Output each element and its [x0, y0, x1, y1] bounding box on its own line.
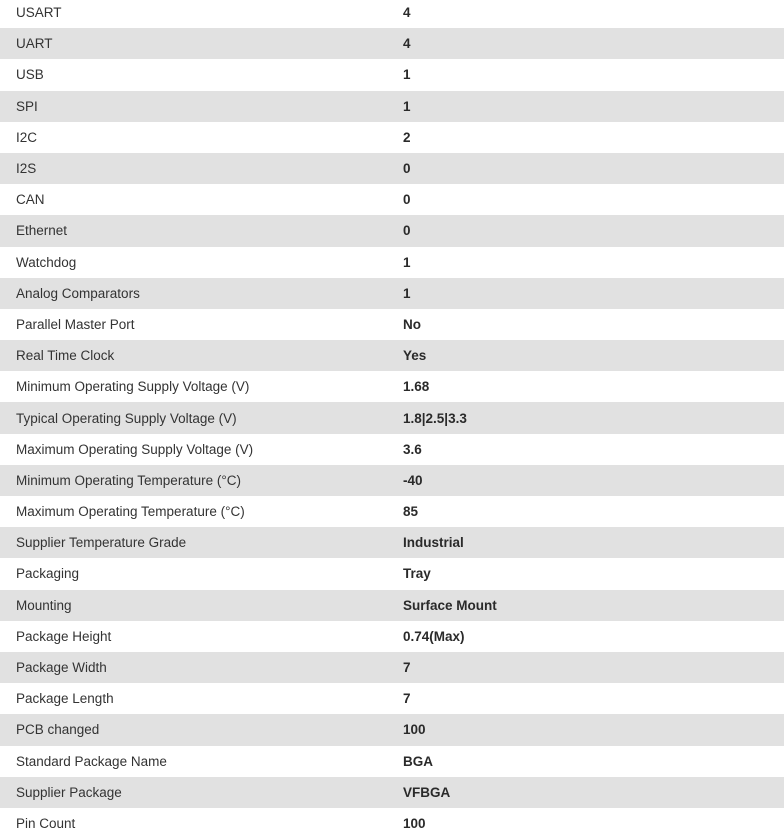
spec-label: Typical Operating Supply Voltage (V): [0, 402, 403, 433]
spec-value: Yes: [403, 340, 784, 371]
spec-value: 1: [403, 278, 784, 309]
spec-label: Package Height: [16, 628, 112, 644]
spec-row: [0, 590, 784, 621]
spec-label: Standard Package Name: [16, 753, 167, 769]
spec-row: [0, 621, 784, 652]
spec-row: [0, 153, 784, 184]
spec-label: Watchdog: [16, 254, 77, 270]
spec-row: [0, 496, 784, 527]
spec-row: [0, 746, 784, 777]
spec-value: 100: [403, 714, 784, 745]
spec-value: 3.6: [403, 441, 422, 457]
spec-row: [0, 28, 784, 59]
spec-value: No: [403, 316, 421, 332]
spec-value: -40: [403, 465, 784, 496]
spec-row: [0, 714, 784, 745]
spec-value: 0: [403, 192, 411, 208]
spec-label: UART: [0, 28, 403, 59]
spec-label: USART: [16, 5, 62, 21]
spec-value: 7: [403, 652, 784, 683]
spec-row: [0, 371, 784, 402]
spec-row: [0, 215, 784, 246]
spec-value: 1.68: [403, 379, 430, 395]
spec-value: 4: [403, 5, 411, 21]
spec-label: Analog Comparators: [0, 278, 403, 309]
spec-value: 0.74(Max): [403, 628, 465, 644]
spec-value: 0: [403, 215, 784, 246]
spec-row: [0, 278, 784, 309]
spec-label: Package Length: [16, 691, 114, 707]
spec-value: BGA: [403, 753, 433, 769]
spec-row: [0, 683, 784, 714]
spec-label: Real Time Clock: [0, 340, 403, 371]
spec-row: [0, 340, 784, 371]
spec-row: [0, 527, 784, 558]
spec-row: [0, 91, 784, 122]
spec-row: [0, 652, 784, 683]
spec-value: 1: [403, 91, 784, 122]
spec-value: Industrial: [403, 527, 784, 558]
spec-row: [0, 247, 784, 278]
spec-label: Maximum Operating Supply Voltage (V): [16, 441, 254, 457]
spec-value: 4: [403, 28, 784, 59]
spec-row: [0, 122, 784, 153]
spec-label: USB: [16, 67, 44, 83]
spec-label: Mounting: [0, 590, 403, 621]
spec-value: 85: [403, 504, 419, 520]
spec-value: 0: [403, 153, 784, 184]
spec-value: VFBGA: [403, 777, 784, 808]
spec-row: [0, 434, 784, 465]
spec-value: 1: [403, 254, 411, 270]
spec-row: [0, 0, 784, 28]
spec-value: 1: [403, 67, 411, 83]
spec-label: Maximum Operating Temperature (°C): [16, 504, 245, 520]
spec-label: Parallel Master Port: [16, 316, 135, 332]
spec-label: SPI: [0, 91, 403, 122]
spec-label: PCB changed: [0, 714, 403, 745]
spec-row: [0, 184, 784, 215]
spec-label: Supplier Package: [0, 777, 403, 808]
spec-value: 2: [403, 129, 411, 145]
spec-row: [0, 59, 784, 90]
spec-row: [0, 808, 784, 838]
spec-label: Packaging: [16, 566, 80, 582]
spec-row: [0, 309, 784, 340]
spec-value: Surface Mount: [403, 590, 784, 621]
spec-value: Tray: [403, 566, 431, 582]
spec-row: [0, 465, 784, 496]
spec-label: I2S: [0, 153, 403, 184]
spec-label: Supplier Temperature Grade: [0, 527, 403, 558]
spec-label: Minimum Operating Temperature (°C): [0, 465, 403, 496]
spec-label: Minimum Operating Supply Voltage (V): [16, 379, 250, 395]
spec-value: 1.8|2.5|3.3: [403, 402, 784, 433]
spec-label: Pin Count: [16, 815, 76, 831]
spec-label: Package Width: [0, 652, 403, 683]
spec-label: CAN: [16, 192, 45, 208]
spec-value: 7: [403, 691, 411, 707]
spec-value: 100: [403, 815, 426, 831]
spec-row: [0, 558, 784, 589]
spec-label: I2C: [16, 129, 38, 145]
spec-row: [0, 777, 784, 808]
spec-row: [0, 402, 784, 433]
spec-label: Ethernet: [0, 215, 403, 246]
